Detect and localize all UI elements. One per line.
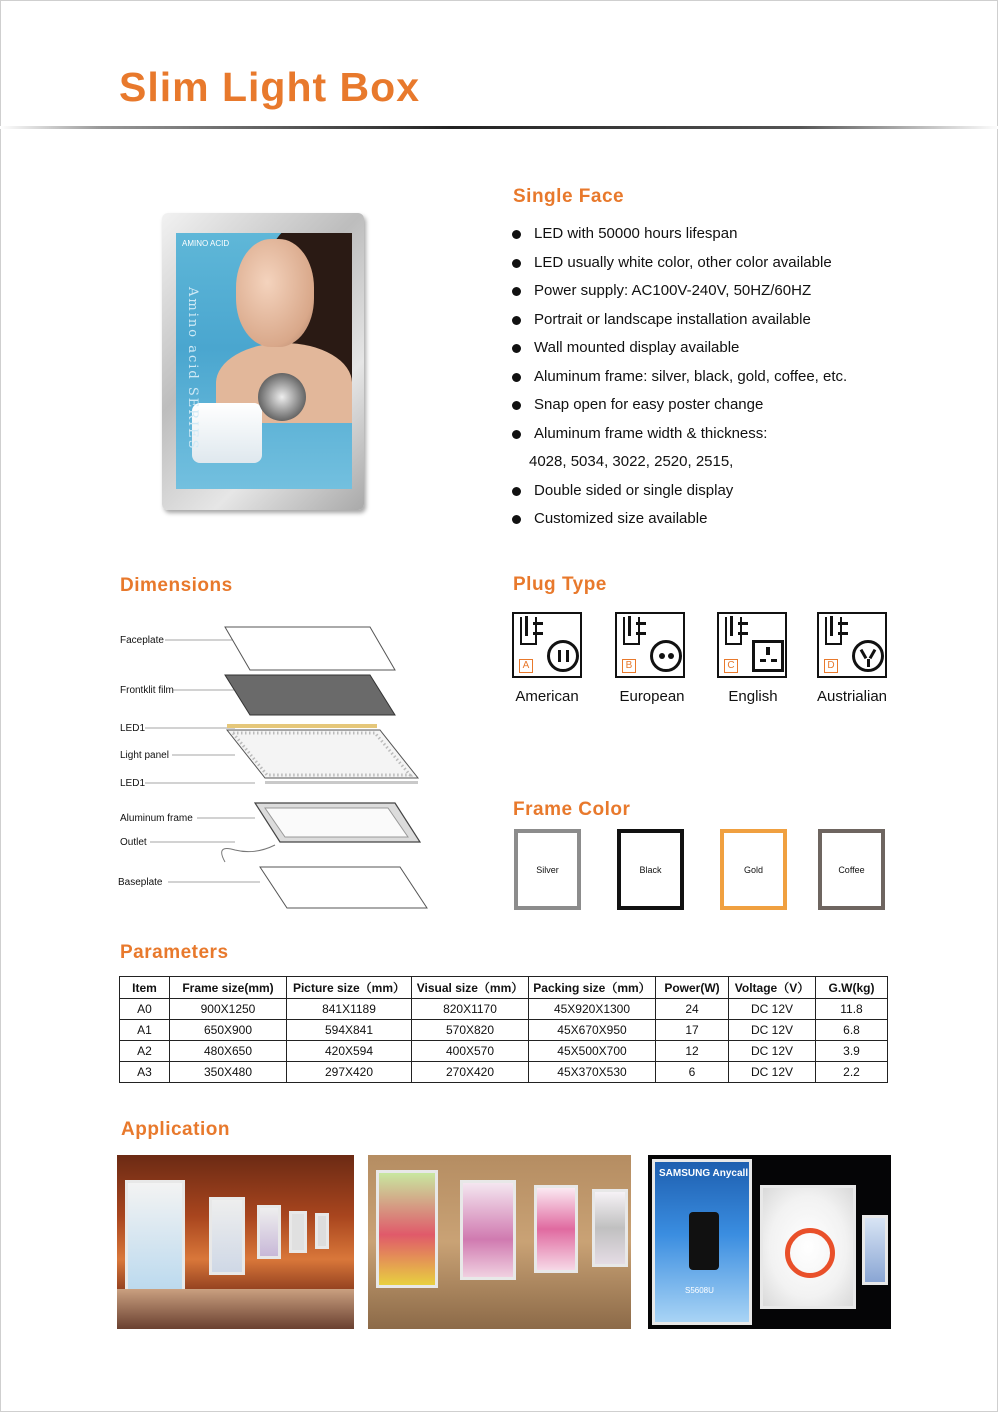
frame-color-heading: Frame Color [513, 799, 631, 820]
plug-letter: B [622, 659, 636, 673]
parameters-table [119, 976, 888, 1083]
bullet-icon [512, 430, 521, 439]
title-divider [0, 126, 1000, 129]
feature-item: Snap open for easy poster change [512, 393, 847, 422]
feature-item: Aluminum frame: silver, black, gold, coffee, etc. [512, 365, 847, 394]
bullet-icon [512, 316, 521, 325]
dim-label-baseplate: Baseplate [118, 877, 163, 888]
socket-australian-icon [852, 640, 884, 672]
bullet-icon [512, 487, 521, 496]
bullet-icon [512, 287, 521, 296]
faceplate-layer [225, 627, 395, 670]
table-row [120, 1020, 888, 1041]
led-strip-top [227, 724, 377, 728]
socket-european-icon [650, 640, 682, 672]
table-header-row [120, 977, 888, 999]
product-image [162, 213, 364, 510]
dim-label-led-top: LED1 [120, 723, 146, 734]
application-photo-corridor [368, 1155, 631, 1329]
bullet-icon [512, 373, 521, 382]
table-row [120, 999, 888, 1020]
application-heading: Application [121, 1119, 230, 1140]
cell: 820X1170 [412, 999, 529, 1020]
frame-color-black: Black [617, 829, 684, 910]
plug-australian [817, 612, 887, 678]
dimensions-heading: Dimensions [120, 575, 233, 596]
header-frame-size: Frame size(mm) [170, 977, 287, 999]
dim-label-frame: Aluminum frame [120, 813, 193, 824]
header-gross-weight: G.W(kg) [816, 977, 888, 999]
plug-type-heading: Plug Type [513, 574, 607, 595]
dim-label-film: Frontklit film [120, 685, 174, 696]
cell: 45X670X950 [529, 1020, 656, 1041]
exploded-view-diagram [115, 620, 435, 915]
cell: 350X480 [170, 1062, 287, 1083]
header-power: Power(W) [656, 977, 729, 999]
dim-label-outlet: Outlet [120, 837, 147, 848]
feature-item: Customized size available [512, 507, 847, 536]
cell: 841X1189 [287, 999, 412, 1020]
phone-model-text: S5608U [685, 1286, 714, 1295]
header-visual-size: Visual size（mm） [412, 977, 529, 999]
model-face [236, 239, 314, 347]
cell: DC 12V [729, 999, 816, 1020]
feature-item: Wall mounted display available [512, 336, 847, 365]
cell: A1 [120, 1020, 170, 1041]
samsung-poster-text: SAMSUNG Anycall [659, 1168, 749, 1179]
cell: 3.9 [816, 1041, 888, 1062]
bullet-icon [512, 401, 521, 410]
header-voltage: Voltage（V） [729, 977, 816, 999]
led-strip-bottom [265, 781, 418, 784]
cell: A3 [120, 1062, 170, 1083]
single-face-heading: Single Face [513, 186, 625, 207]
plug-english [717, 612, 787, 678]
cell: DC 12V [729, 1041, 816, 1062]
application-photo-samsung [648, 1155, 891, 1329]
header-picture-size: Picture size（mm） [287, 977, 412, 999]
application-photo-mall [117, 1155, 354, 1329]
cell: 594X841 [287, 1020, 412, 1041]
feature-item: Portrait or landscape installation available [512, 308, 847, 337]
cell: 24 [656, 999, 729, 1020]
parameters-heading: Parameters [120, 942, 229, 963]
plug-label-australian: Austrialian [816, 688, 888, 705]
plug-letter: C [724, 659, 738, 673]
feature-item: Double sided or single display [512, 479, 847, 508]
feature-item: LED with 50000 hours lifespan [512, 222, 847, 251]
frame-color-silver: Silver [514, 829, 581, 910]
plug-label-english: English [728, 688, 778, 705]
cell: 45X370X530 [529, 1062, 656, 1083]
cell: 270X420 [412, 1062, 529, 1083]
cell: A0 [120, 999, 170, 1020]
socket-american-icon [547, 640, 579, 672]
phone-image [689, 1212, 719, 1270]
cell: 45X920X1300 [529, 999, 656, 1020]
feature-item: Aluminum frame width & thickness: [512, 422, 847, 451]
cell: 17 [656, 1020, 729, 1041]
header-item: Item [120, 977, 170, 999]
cell: 650X900 [170, 1020, 287, 1041]
plug-european [615, 612, 685, 678]
cell: 570X820 [412, 1020, 529, 1041]
dim-label-faceplate: Faceplate [120, 635, 164, 646]
cell: 11.8 [816, 999, 888, 1020]
socket-english-icon [752, 640, 784, 672]
plug-american [512, 612, 582, 678]
outlet-cable [222, 845, 275, 862]
poster-vertical-text: Amino acid SERIES [185, 287, 200, 451]
poster-image [176, 233, 352, 489]
header-packing-size: Packing size（mm） [529, 977, 656, 999]
cell: DC 12V [729, 1020, 816, 1041]
feature-list [512, 222, 847, 536]
cell: 900X1250 [170, 999, 287, 1020]
compact-disc [258, 373, 306, 421]
cell: A2 [120, 1041, 170, 1062]
cell: DC 12V [729, 1062, 816, 1083]
cell: 45X500X700 [529, 1041, 656, 1062]
cell: 6 [656, 1062, 729, 1083]
plug-label-european: European [619, 688, 685, 705]
plug-letter: A [519, 659, 533, 673]
plug-letter: D [824, 659, 838, 673]
plug-label-american: American [515, 688, 579, 705]
cell: 12 [656, 1041, 729, 1062]
cell: 297X420 [287, 1062, 412, 1083]
frame-color-gold: Gold [720, 829, 787, 910]
baseplate-layer [260, 867, 427, 908]
bullet-icon [512, 259, 521, 268]
cell: 400X570 [412, 1041, 529, 1062]
feature-item: LED usually white color, other color available [512, 251, 847, 280]
cell: 420X594 [287, 1041, 412, 1062]
table-row [120, 1041, 888, 1062]
dim-label-led-bottom: LED1 [120, 778, 146, 789]
feature-item-continued: 4028, 5034, 3022, 2520, 2515, [529, 453, 734, 470]
page-title: Slim Light Box [119, 64, 420, 110]
cell: 6.8 [816, 1020, 888, 1041]
bullet-icon [512, 515, 521, 524]
poster-brand: AMINO ACID [182, 239, 230, 248]
table-row [120, 1062, 888, 1083]
feature-item: Power supply: AC100V-240V, 50HZ/60HZ [512, 279, 847, 308]
cell: 2.2 [816, 1062, 888, 1083]
bullet-icon [512, 230, 521, 239]
dim-label-light-panel: Light panel [120, 750, 169, 761]
bullet-icon [512, 344, 521, 353]
film-layer [225, 675, 395, 715]
cell: 480X650 [170, 1041, 287, 1062]
light-panel-layer [227, 730, 418, 778]
frame-color-coffee: Coffee [818, 829, 885, 910]
cream-jar [192, 403, 262, 463]
